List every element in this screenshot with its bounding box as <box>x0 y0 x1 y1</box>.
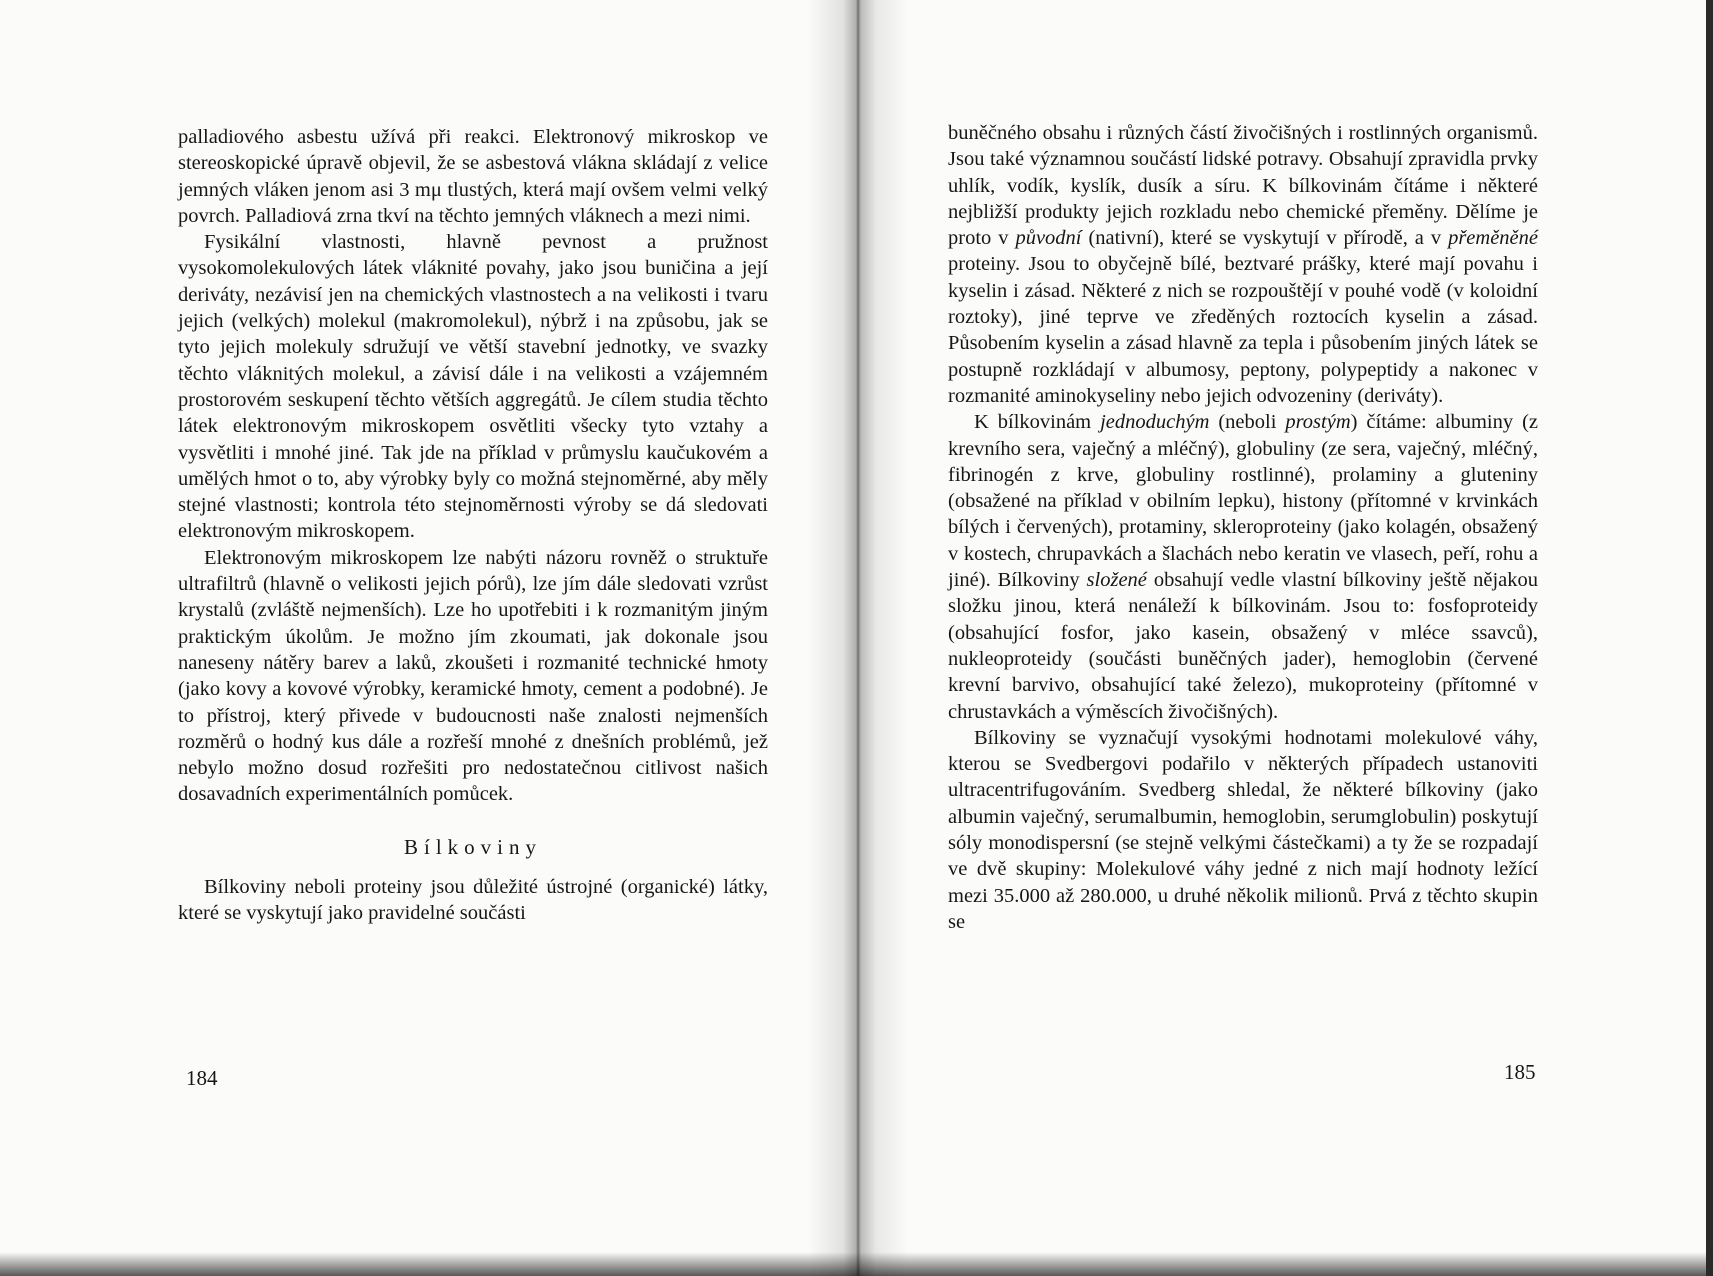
right-paragraph-1 <box>948 120 1538 409</box>
italic-term: složené <box>1086 569 1147 592</box>
left-page <box>178 124 768 927</box>
italic-term: přeměněné <box>1448 227 1538 250</box>
section-heading: Bílkoviny <box>403 834 542 859</box>
left-paragraph-1: palladiového asbestu užívá při reakci. Elektronový mikroskop ve stereoskopické úpravě objevil, že se asbestová vlákna skládají z velice jemných vláken jenom asi 3 mμ tlustých, která mají ovšem velmi velký povrch. Palladiová zrna tkví na těchto jemných vláknech a mezi nimi. <box>178 126 768 227</box>
italic-term: prostým <box>1285 411 1351 434</box>
text-run: obsahují vedle vlastní bílkoviny ještě nějakou složku jinou, která nenáleží k bílkovinám. Jsou to: fosfoproteidy (obsahující fosfor, jako kasein, obsažený v mléce ssavců), nukleoproteidy (součásti buněčných jader), hemoglobin (červené krevní barvivo, obsahující také železo), mukoproteiny (přítomné v chrustavkách a výměscích živočišných). <box>948 569 1538 723</box>
italic-term: jednoduchým <box>1100 411 1210 434</box>
text-run: ) čítáme: albuminy (z krevního sera, vaječný a mléčný), globuliny (ze sera, vaječný, mléčný, fibrinogén z krve, globuliny rostlinné), prolaminy a gluteniny (obsažené na příklad v obilním lepku), histony (přítomné v krvinkách bílých i červených), protaminy, skleroproteiny (jako kolagén, obsažený v kostech, chrupavkách a šlachách nebo keratin ve vlasech, peří, rohu a jiné). Bílkoviny <box>948 411 1538 592</box>
scan-right-edge <box>1706 0 1713 1276</box>
italic-term: původní <box>1015 227 1082 250</box>
page-number-right: 185 <box>1504 1060 1536 1084</box>
left-paragraph-4: Bílkoviny neboli proteiny jsou důležité ústrojné (organické) látky, které se vyskytují jako pravidelné součásti <box>178 876 768 925</box>
page-number-left: 184 <box>186 1066 218 1090</box>
text-run: (nativní), které se vyskytují v přírodě, a v <box>1081 227 1449 250</box>
left-paragraph-3: Elektronovým mikroskopem lze nabýti názoru rovněž o struktuře ultrafiltrů (hlavně o velikosti jejich pórů), lze jím dále sledovati vzrůst krystalů (zvláště nejmenších). Lze ho upotřebiti i k rozmanitým jiným praktickým úkolům. Je možno jím zkoumati, jak dokonale jsou naneseny nátěry barev a laků, zkoušeti i rozmanité technické hmoty (jako kovy a kovové výrobky, keramické hmoty, cement a podobné). Je to přístroj, který přivede v budoucnosti naše znalosti nejmenších rozměrů o hodný kus dále a rozřeší mnohé z dnešních problémů, jež nebylo možno dosud rozřešiti pro nedostatečnou citlivost našich dosavadních experimentálních pomůcek. <box>178 546 768 806</box>
text-run: (neboli <box>1209 411 1286 434</box>
text-run: K bílkovinám <box>974 411 1101 434</box>
book-gutter <box>808 0 908 1276</box>
scan-bottom-edge <box>0 1252 1713 1276</box>
right-page <box>948 120 1538 935</box>
left-paragraph-2: Fysikální vlastnosti, hlavně pevnost a pružnost vysokomolekulových látek vláknité povahy, jako jsou buničina a její deriváty, nezávisí jen na chemických vlastnostech a na velikosti i tvaru jejich (velkých) molekul (makromolekul), nýbrž i na způsobu, jak se tyto jejich molekuly sdružují ve větší stavební jednotky, ve svazky těchto vláknitých molekul, a závisí dále i na velikosti a vzájemném prostorovém seskupení těchto větších aggregátů. Je cílem studia těchto látek elektronovým mikroskopem osvětliti všecky tyto vztahy a vysvětliti i mnohé jiné. Tak jde na příklad v průmyslu kaučukovém a umělých hmot o to, aby výrobky byly co možná stejnoměrné, aby měly stejné vlastnosti; kontrola této stejnoměrnosti výroby se dá sledovati elektronovým mikroskopem. <box>178 231 768 543</box>
text-run: buněčného obsahu i různých částí živočišných i rostlinných organismů. Jsou také významnou součástí lidské potravy. Obsahují zpravidla prvky uhlík, vodík, kyslík, dusík a síru. K bílkovinám čítáme i některé nejbližší produkty jejich rozkladu nebo chemické přeměny. Dělíme je proto v <box>948 122 1538 250</box>
text-run: proteiny. Jsou to obyčejně bílé, beztvaré prášky, které mají povahu i kyselin i zásad. Některé z nich se rozpouštějí v pouhé vodě (v koloidní roztoky), jiné teprve ve zředěných roztocích kyselin a zásad. Působením kyselin a zásad hlavně za tepla i působením jiných látek se postupně rozkládají v albumosy, peptony, polypeptidy a nakonec v rozmanité aminokyseliny nebo jejich odvozeniny (deriváty). <box>948 253 1538 407</box>
right-paragraph-2 <box>948 409 1538 725</box>
right-paragraph-3: Bílkoviny se vyznačují vysokými hodnotami molekulové váhy, kterou se Svedbergovi podařilo v některých případech ustanoviti ultracentrifugováním. Svedberg shledal, že některé bílkoviny (jako albumin vaječný, serumalbumin, hemoglobin, serumglobulin) poskytují sóly monodispersní (se stejně velkými částečkami) a ty že se rozpadají ve dvě skupiny: Molekulové váhy jedné z nich mají hodnoty ležící mezi 35.000 až 280.000, u druhé několik milionů. Prvá z těchto skupin se <box>948 726 1538 933</box>
